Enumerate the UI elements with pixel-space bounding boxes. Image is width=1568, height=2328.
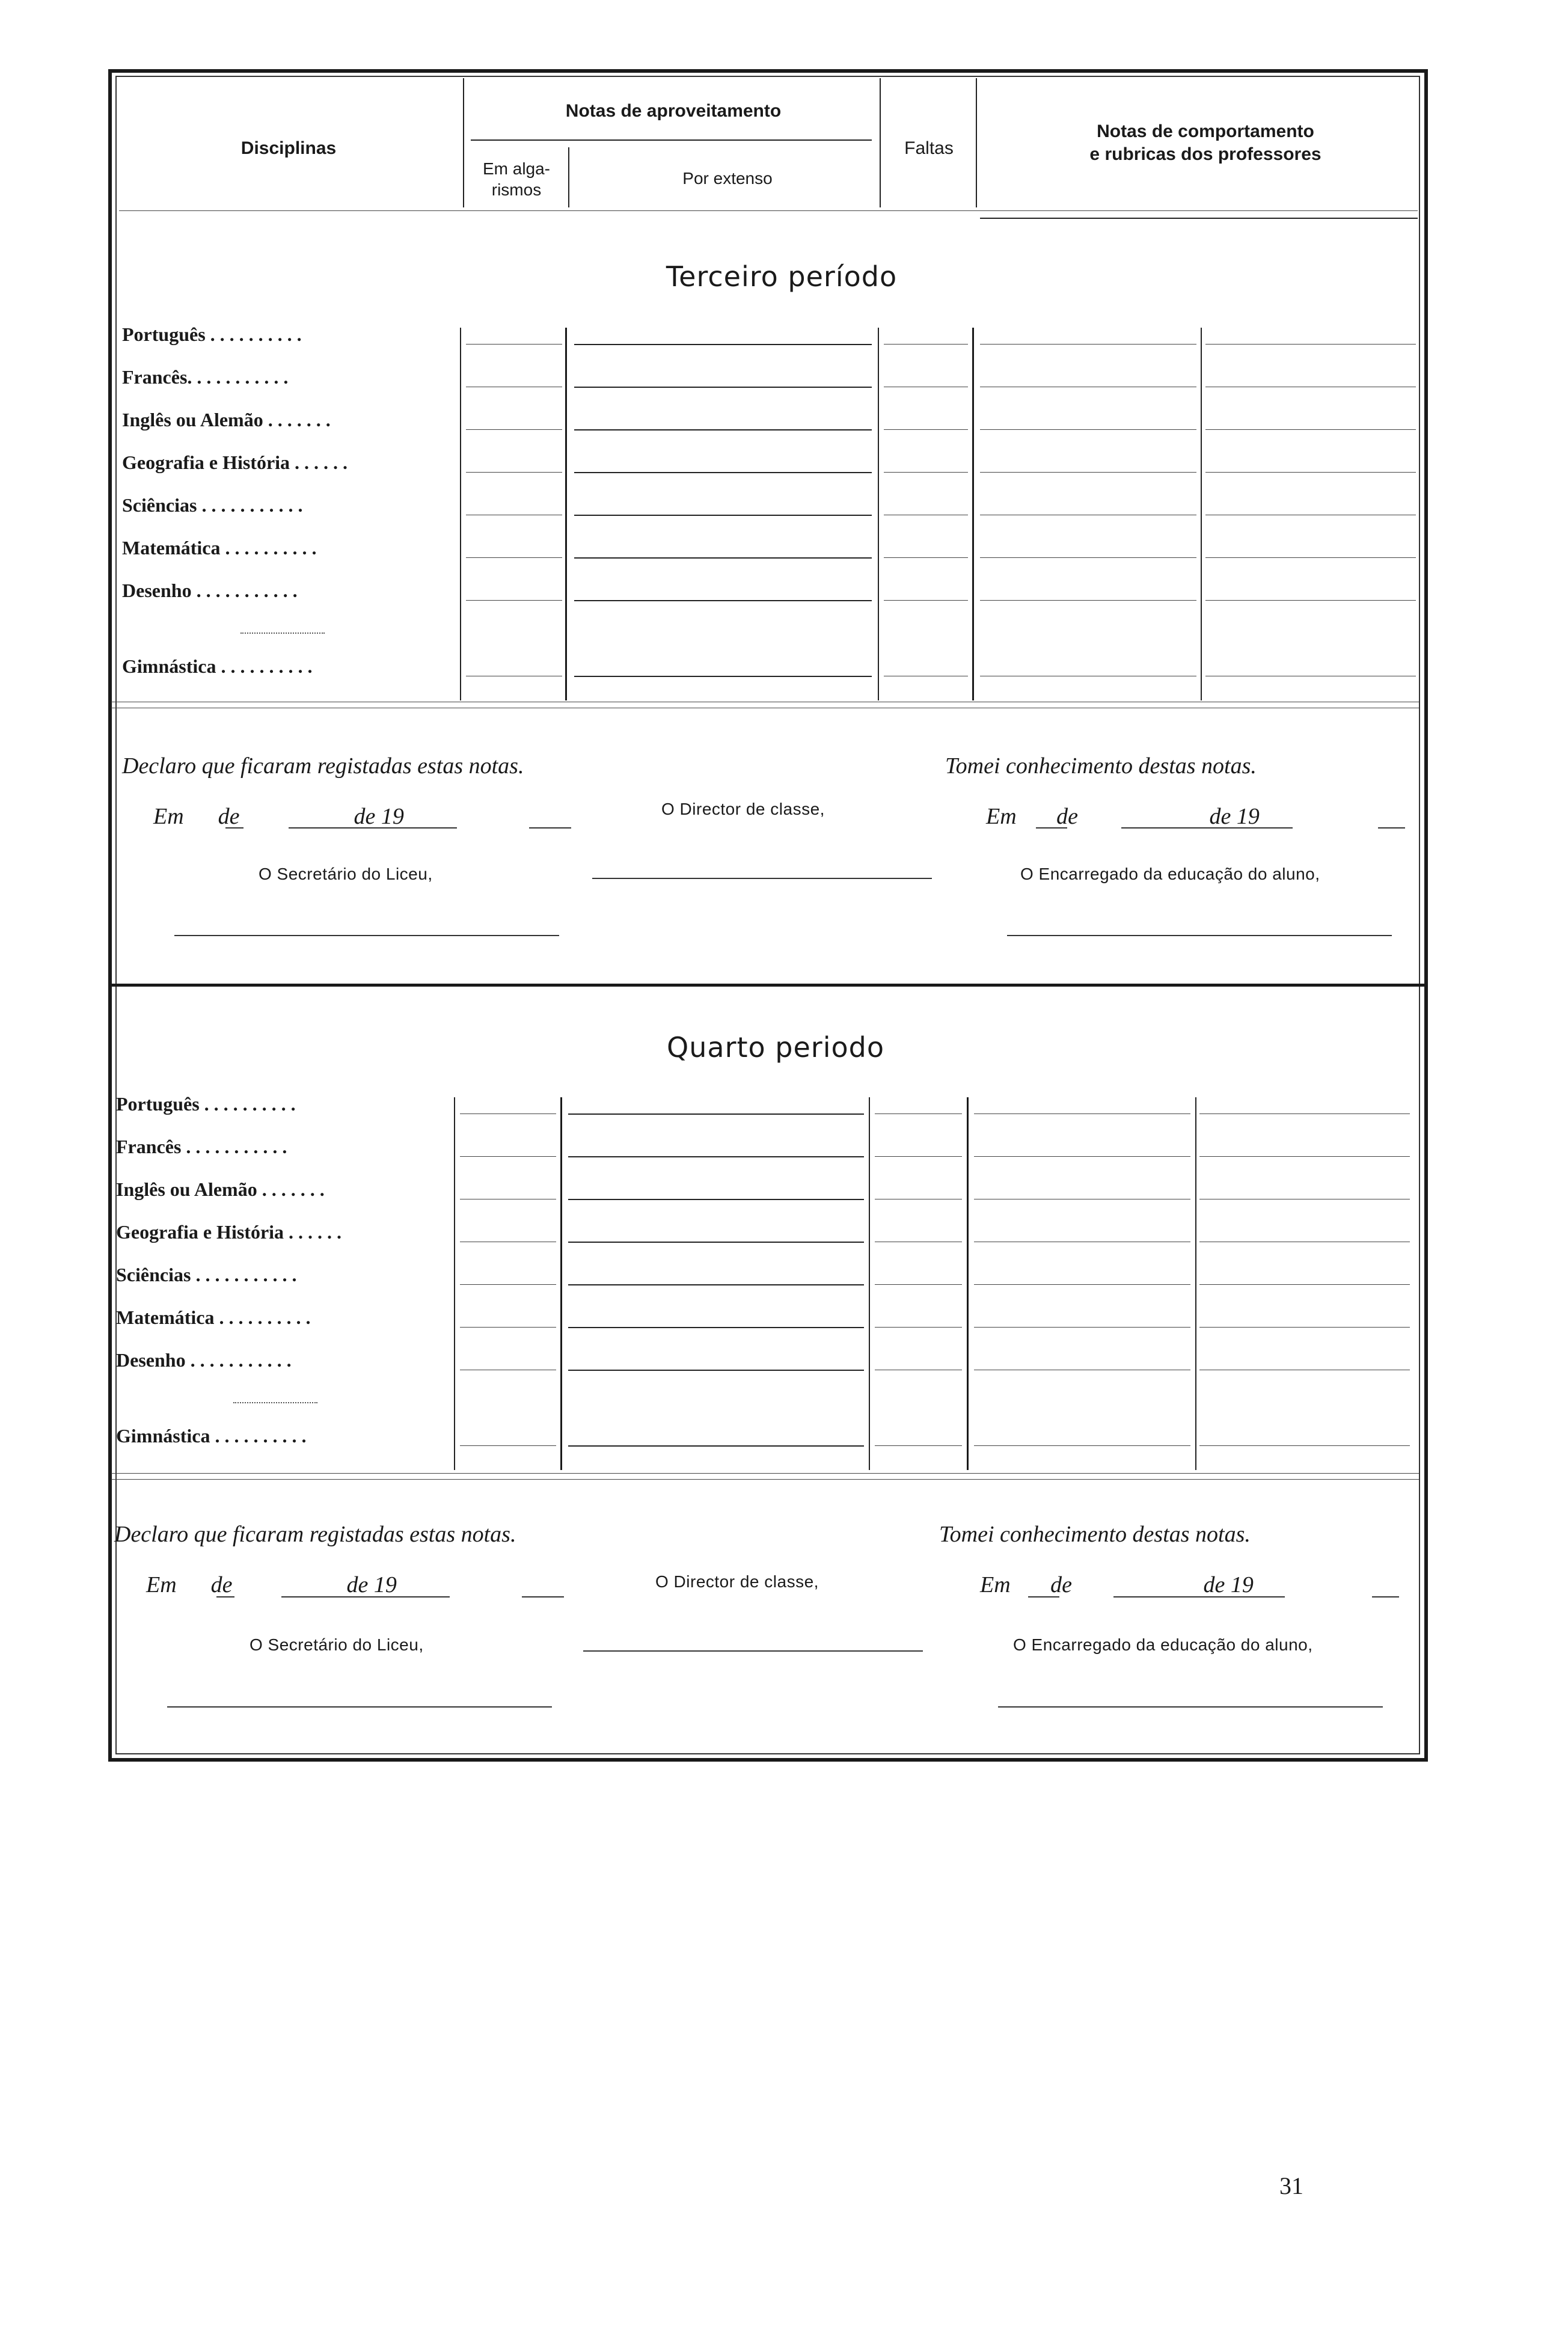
secretario-label: O Secretário do Liceu, bbox=[259, 865, 433, 883]
declaro-text: Declaro que ficaram registadas estas notas. bbox=[114, 1522, 516, 1547]
em-date-left: Em de de 19 bbox=[146, 1572, 397, 1597]
director-label: O Director de classe, bbox=[655, 1572, 819, 1591]
notas-aproveitamento-header: Notas de aproveitamento bbox=[565, 101, 782, 121]
section-divider bbox=[110, 984, 1427, 987]
secretario-signature-line[interactable] bbox=[174, 935, 559, 936]
subject-portugues: Português . . . . . . . . . . bbox=[122, 323, 302, 345]
tomei-text: Tomei conhecimento destas notas. bbox=[945, 753, 1257, 779]
tomei-text: Tomei conhecimento destas notas. bbox=[939, 1522, 1251, 1547]
subject-geografia-historia: Geografia e História . . . . . . bbox=[116, 1221, 342, 1243]
subject-desenho: Desenho . . . . . . . . . . . bbox=[116, 1349, 292, 1371]
notas-comportamento-header: Notas de comportamento e rubricas dos professores bbox=[1089, 121, 1321, 164]
subject-gimnastica: Gimnástica . . . . . . . . . . bbox=[122, 655, 313, 677]
subject-sciencias: Sciências . . . . . . . . . . . bbox=[116, 1264, 297, 1285]
subject-sciencias: Sciências . . . . . . . . . . . bbox=[122, 494, 303, 516]
subject-portugues: Português . . . . . . . . . . bbox=[116, 1093, 296, 1115]
secretario-label: O Secretário do Liceu, bbox=[250, 1635, 424, 1654]
director-label: O Director de classe, bbox=[661, 800, 825, 818]
faltas-header: Faltas bbox=[904, 138, 954, 158]
encarregado-signature-line[interactable] bbox=[1007, 935, 1392, 936]
subject-desenho: Desenho . . . . . . . . . . . bbox=[122, 580, 298, 601]
em-algarismos-header: Em alga- rismos bbox=[482, 159, 551, 199]
subject-geografia-historia: Geografia e História . . . . . . bbox=[122, 452, 348, 473]
page-number: 31 bbox=[1279, 2172, 1303, 2199]
subject-ingles-alemao: Inglês ou Alemão . . . . . . . bbox=[122, 409, 331, 430]
subject-gimnastica: Gimnástica . . . . . . . . . . bbox=[116, 1425, 307, 1447]
encarregado-label: O Encarregado da educação do aluno, bbox=[1020, 865, 1320, 883]
secretario-signature-line[interactable] bbox=[167, 1706, 552, 1708]
disciplinas-header: Disciplinas bbox=[240, 138, 337, 158]
director-signature-line[interactable] bbox=[583, 1650, 923, 1652]
subject-matematica: Matemática . . . . . . . . . . bbox=[122, 537, 317, 559]
por-extenso-header: Por extenso bbox=[682, 169, 773, 188]
subject-matematica: Matemática . . . . . . . . . . bbox=[116, 1306, 311, 1328]
encarregado-label: O Encarregado da educação do aluno, bbox=[1013, 1635, 1313, 1654]
subject-frances: Francês . . . . . . . . . . . bbox=[116, 1136, 287, 1157]
director-signature-line[interactable] bbox=[592, 878, 932, 879]
period-title: Quarto periodo bbox=[667, 1031, 884, 1064]
declaro-text: Declaro que ficaram registadas estas notas. bbox=[122, 753, 524, 779]
period-title: Terceiro período bbox=[666, 260, 898, 293]
subject-frances: Francês. . . . . . . . . . . bbox=[122, 366, 289, 388]
em-date-left: Em de de 19 bbox=[153, 804, 404, 829]
encarregado-signature-line[interactable] bbox=[998, 1706, 1383, 1708]
subject-ingles-alemao: Inglês ou Alemão . . . . . . . bbox=[116, 1178, 325, 1200]
em-date-right: Em de de 19 bbox=[986, 804, 1260, 829]
em-date-right: Em de de 19 bbox=[980, 1572, 1254, 1597]
